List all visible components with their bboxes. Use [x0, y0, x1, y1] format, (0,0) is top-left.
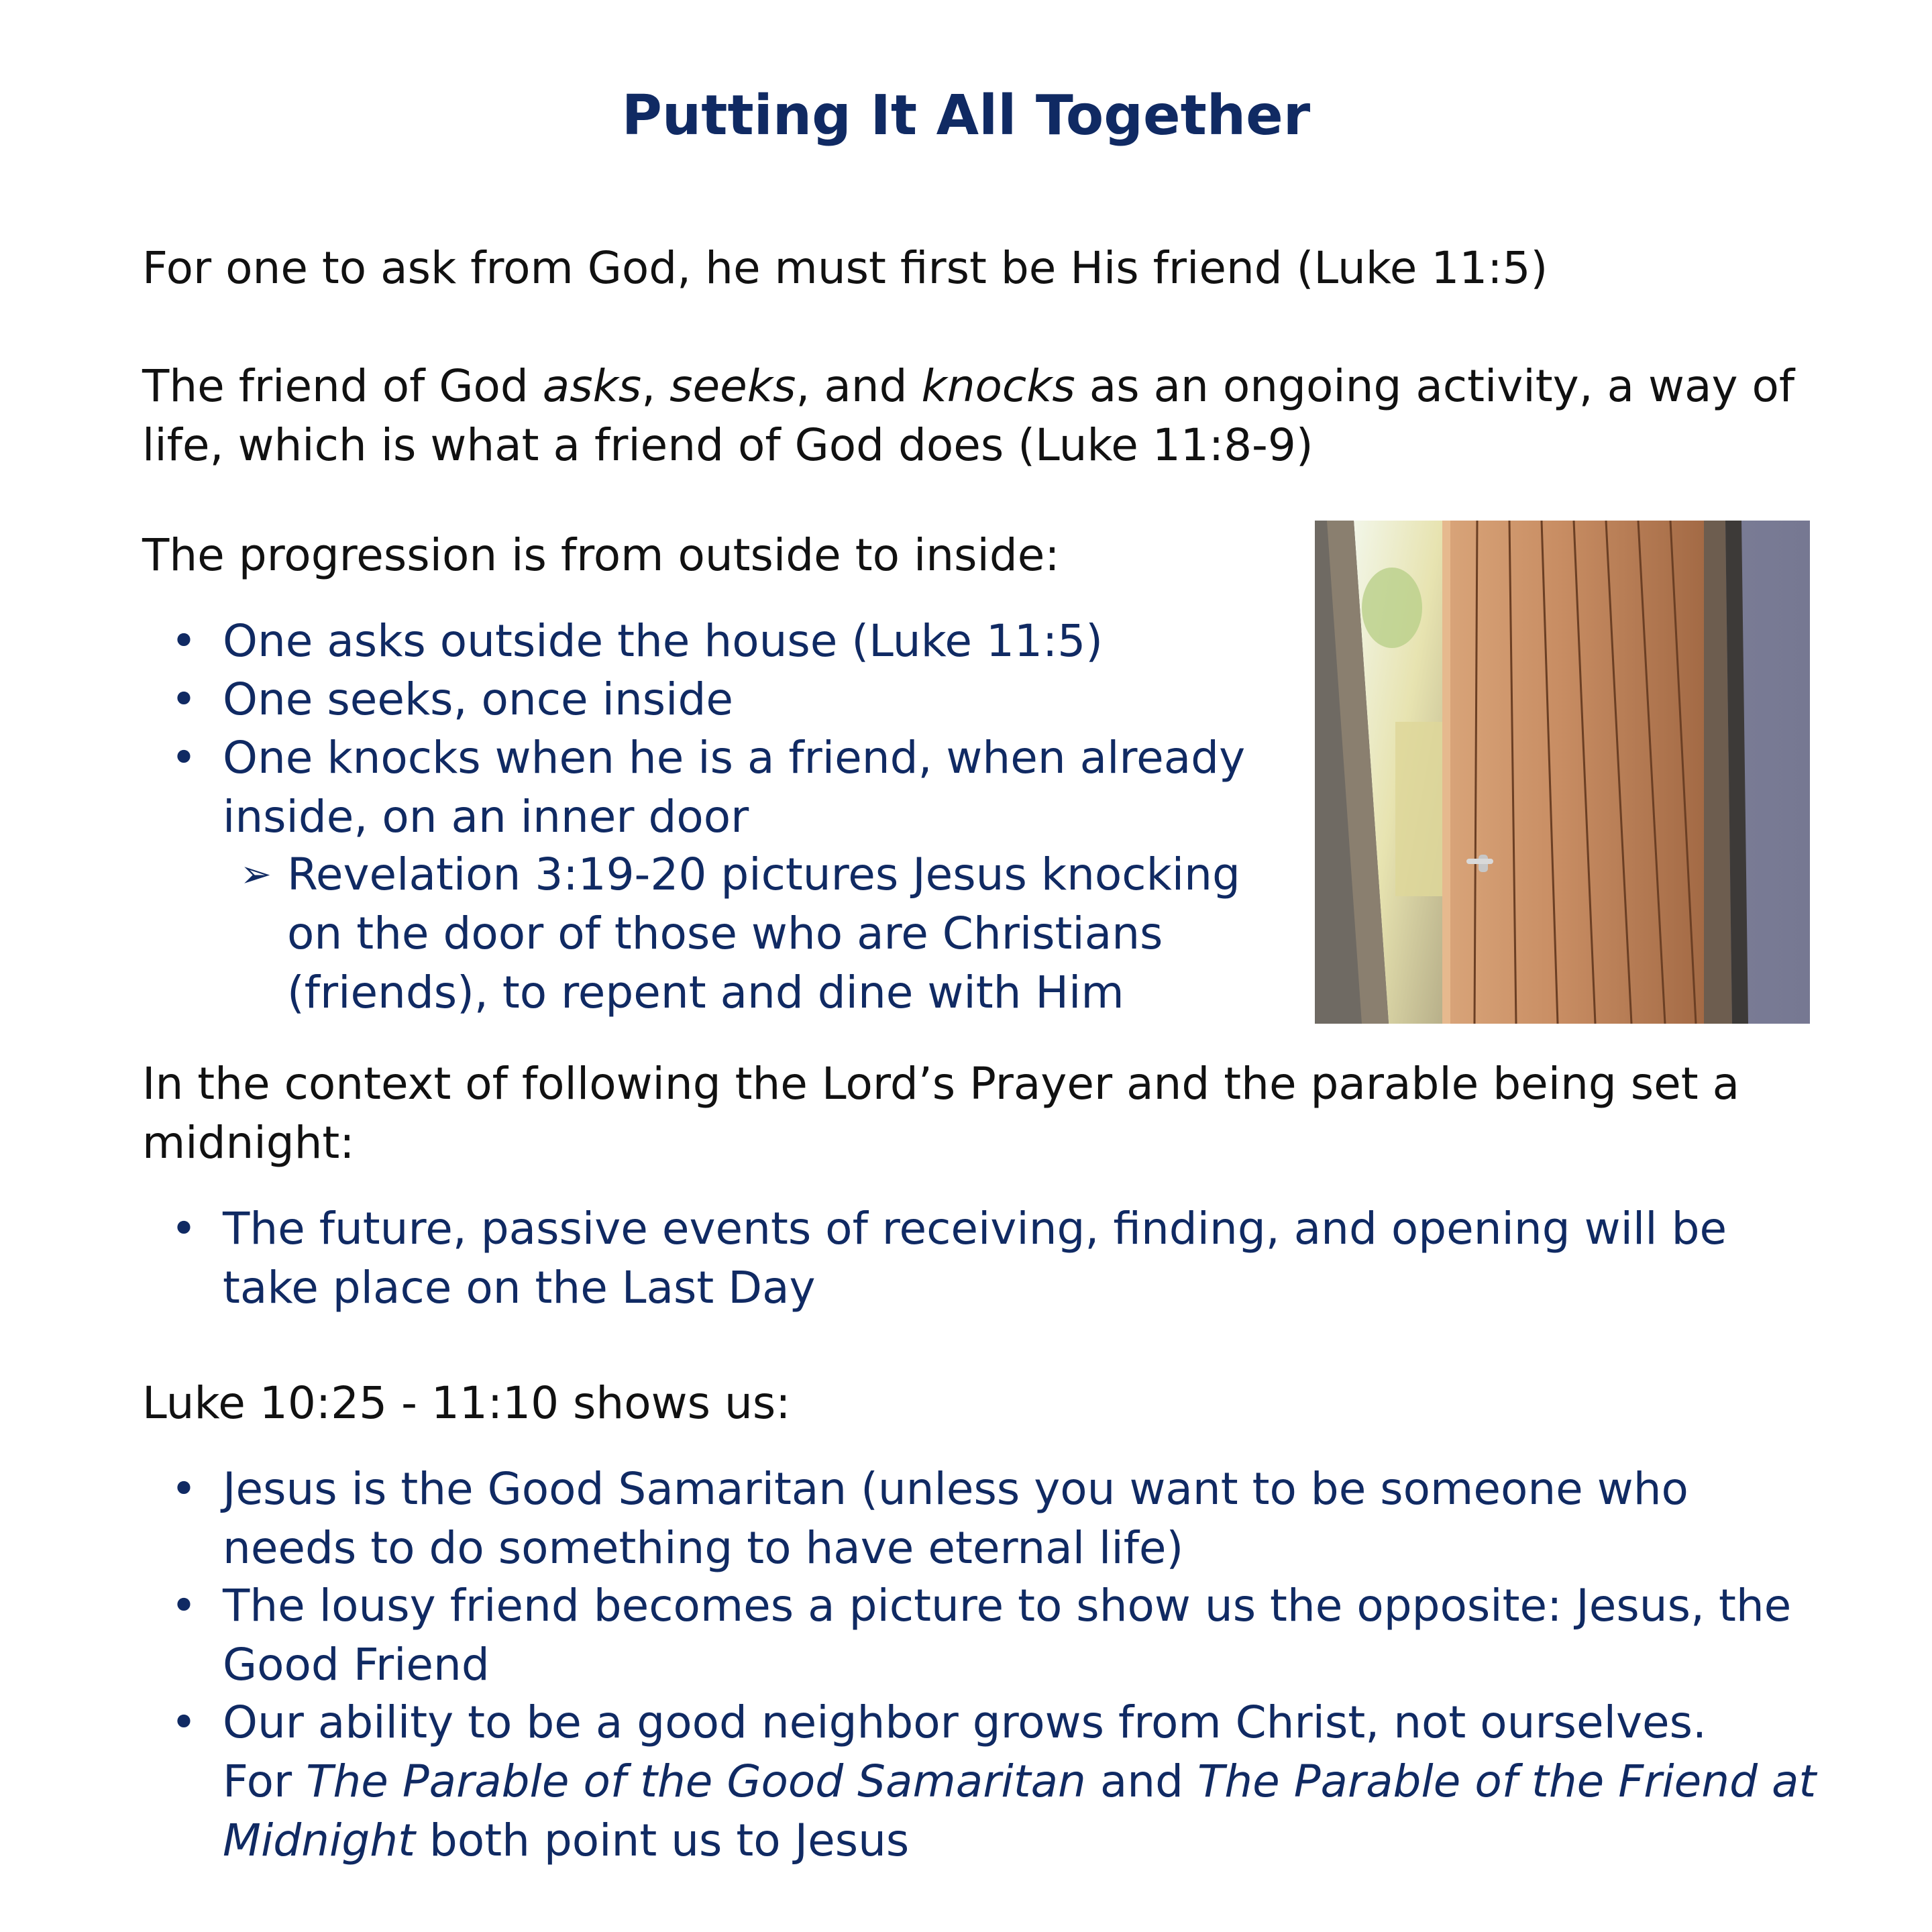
arrow-bullet-icon: ➢ — [240, 853, 272, 896]
paragraph-progression: The progression is from outside to inside: — [142, 529, 1060, 581]
list-item — [170, 729, 1246, 847]
paragraph-line: In the context of following the Lord’s Prayer and the parable being set a — [142, 1058, 1740, 1110]
list-item-line: Our ability to be a good neighbor grows from Christ, not ourselves. — [223, 1697, 1707, 1748]
paragraph-ask-seek-knock — [142, 357, 1833, 475]
sub-list-item-line: on the door of those who are Christians — [287, 908, 1163, 959]
parable-title-friend-at-midnight-cont: Midnight — [223, 1815, 415, 1866]
list-item — [170, 1460, 1688, 1578]
emphasis-asks: asks — [542, 360, 642, 412]
list-item-text: One seeks, once inside — [223, 674, 733, 725]
list-item-line — [223, 1811, 1816, 1870]
list-item-line — [223, 1752, 1816, 1811]
emphasis-seeks: seeks — [669, 360, 796, 412]
list-item — [170, 1199, 1727, 1318]
list-item-line: One knocks when he is a friend, when already — [223, 732, 1246, 784]
open-door-image — [1315, 521, 1810, 1024]
bullet-glyph: • — [170, 1580, 197, 1631]
paragraph-context — [142, 1055, 1833, 1173]
list-item-text: One asks outside the house (Luke 11:5) — [223, 615, 1103, 667]
text-run: The friend of God — [142, 360, 543, 412]
list-item — [170, 612, 1103, 671]
list-item-line: needs to do something to have eternal life) — [223, 1522, 1184, 1574]
list-item-line: The future, passive events of receiving, finding, and opening will be — [223, 1203, 1727, 1254]
bullet-glyph: • — [170, 1697, 197, 1748]
paragraph-line — [142, 357, 1833, 416]
emphasis-knocks: knocks — [921, 360, 1075, 412]
paragraph-luke-shows: Luke 10:25 - 11:10 shows us: — [142, 1377, 791, 1429]
sub-list-item-line: Revelation 3:19-20 pictures Jesus knocking — [287, 849, 1240, 900]
text-run: , and — [796, 360, 922, 412]
list-item — [170, 1576, 1792, 1695]
parable-title-friend-at-midnight: The Parable of the Friend at — [1197, 1756, 1817, 1807]
paragraph-line: midnight: — [142, 1117, 355, 1169]
list-item — [170, 1693, 1817, 1870]
text-run: both point us to Jesus — [415, 1815, 910, 1866]
parable-title-good-samaritan: The Parable of the Good Samaritan — [306, 1756, 1086, 1807]
paragraph-line: life, which is what a friend of God does (Luke 11:8-9) — [142, 419, 1313, 471]
list-item-line: Jesus is the Good Samaritan (unless you want to be someone who — [223, 1463, 1688, 1515]
text-run: as an ongoing activity, a way of — [1075, 360, 1795, 412]
page-title: Putting It All Together — [621, 84, 1311, 148]
text-run: For — [223, 1756, 307, 1807]
list-item-line: inside, on an inner door — [223, 791, 749, 843]
bullet-glyph: • — [170, 1203, 197, 1254]
list-item — [170, 670, 733, 729]
paragraph-friend-ask: For one to ask from God, he must first be His friend (Luke 11:5) — [142, 242, 1548, 294]
sub-list-item — [240, 845, 1240, 1022]
bullet-glyph: • — [170, 615, 197, 667]
sub-list-item-line: (friends), to repent and dine with Him — [287, 967, 1124, 1018]
door-illustration — [1315, 521, 1810, 1024]
list-item-line: take place on the Last Day — [223, 1262, 816, 1313]
list-item-line: The lousy friend becomes a picture to show us the opposite: Jesus, the — [223, 1580, 1792, 1631]
text-run: and — [1085, 1756, 1197, 1807]
bullet-glyph: • — [170, 732, 197, 784]
bullet-glyph: • — [170, 1463, 197, 1515]
bullet-glyph: • — [170, 674, 197, 725]
list-item-line: Good Friend — [223, 1639, 490, 1690]
text-run: , — [641, 360, 670, 412]
